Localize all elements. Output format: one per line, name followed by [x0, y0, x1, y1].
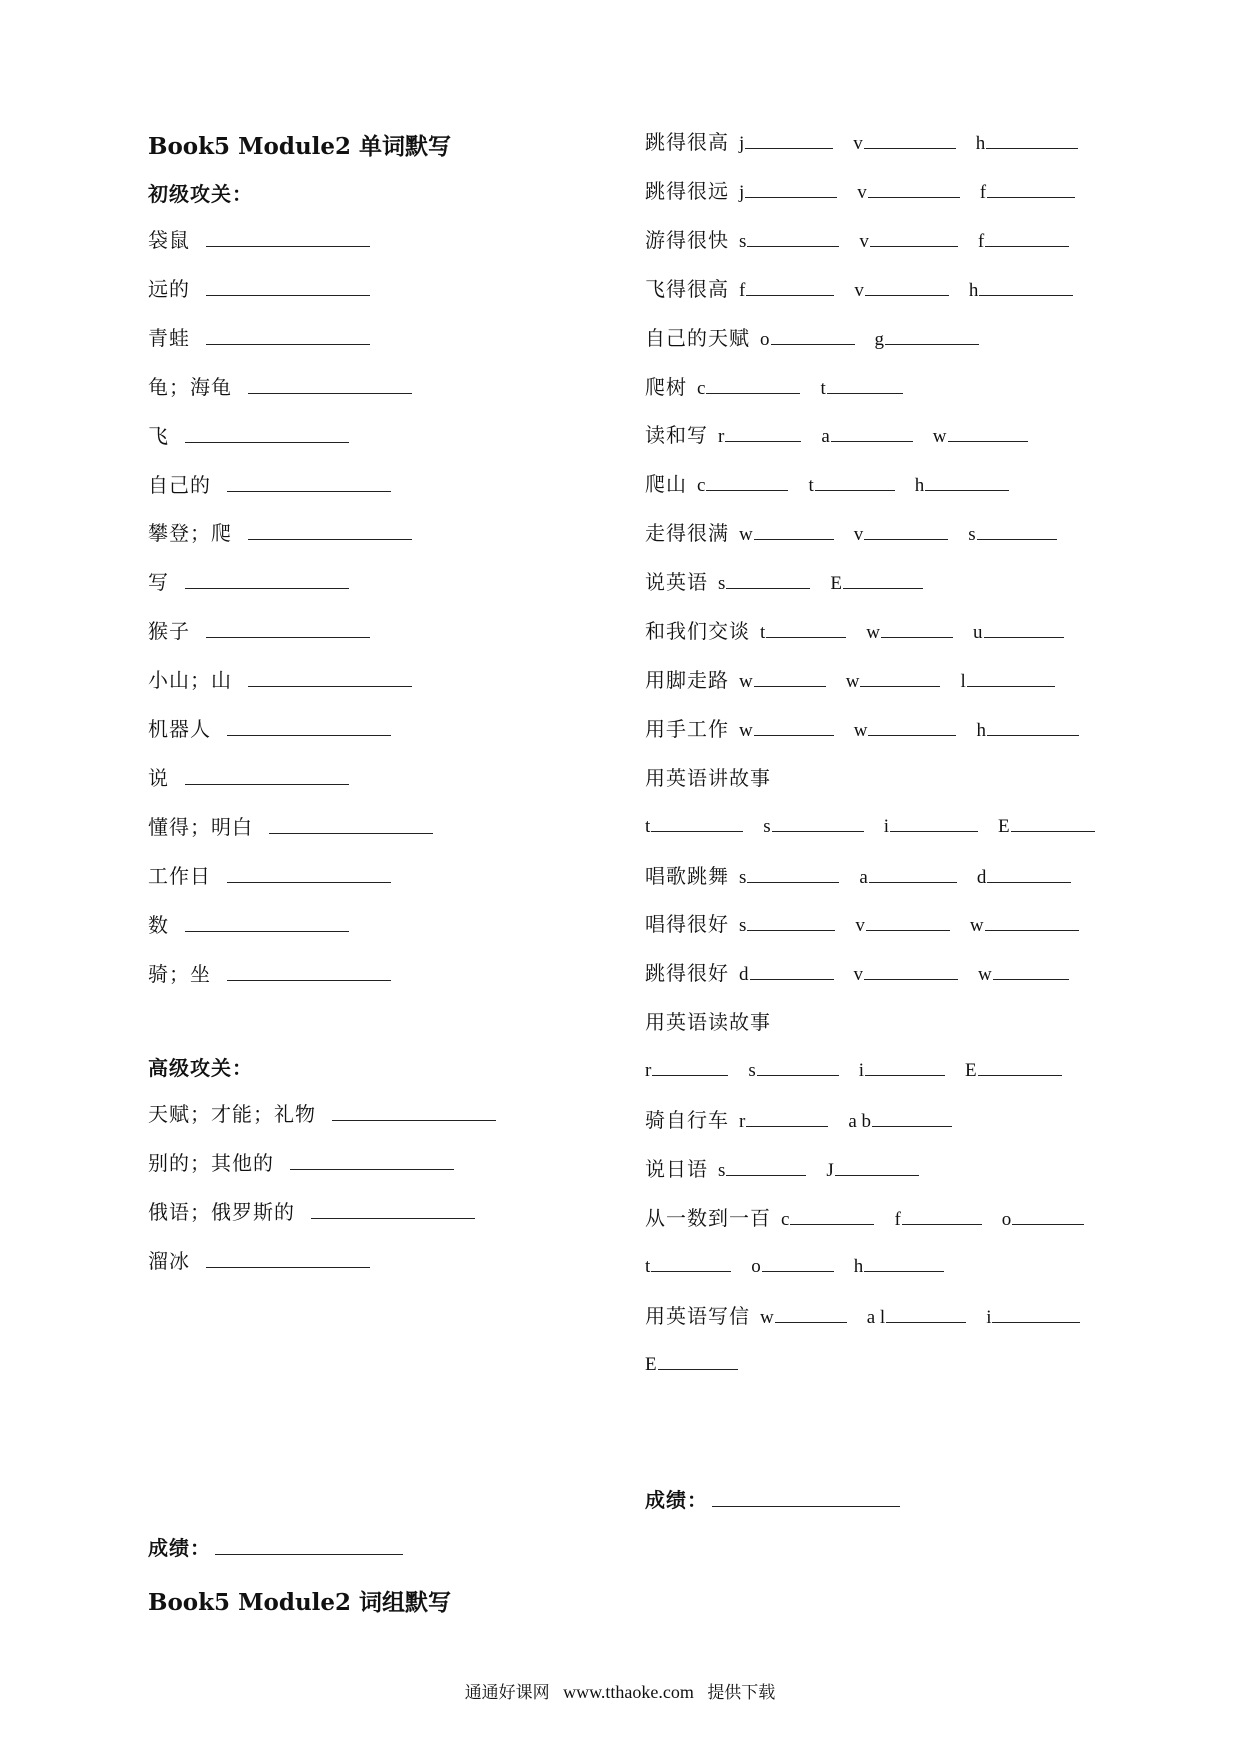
answer-blank[interactable]	[864, 1253, 944, 1272]
answer-blank[interactable]	[868, 717, 956, 736]
phrase-chinese: 游得很快	[645, 227, 729, 252]
phrase-chinese: 自己的天赋	[645, 325, 750, 350]
vocab-row	[148, 226, 380, 254]
initial-letter-hint: a	[821, 426, 830, 448]
footer-url[interactable]: www.tthaoke.com	[563, 1682, 694, 1702]
answer-blank[interactable]	[747, 864, 839, 883]
answer-blank[interactable]	[747, 228, 839, 247]
initial-letter-hint: E	[997, 815, 1010, 837]
answer-blank[interactable]	[332, 1102, 496, 1121]
phrase-row	[645, 421, 1038, 451]
word-dictation-title	[148, 128, 451, 161]
answer-blank[interactable]	[843, 570, 923, 589]
vocab-row	[148, 1100, 506, 1128]
answer-blank[interactable]	[992, 1304, 1080, 1323]
vocab-row	[148, 324, 380, 352]
vocab-chinese: 数	[148, 912, 169, 937]
answer-blank[interactable]	[248, 375, 412, 394]
initial-letter-hint: i	[986, 1306, 992, 1328]
phrase-row	[645, 177, 1085, 207]
phrase-chinese: 跳得很远	[645, 178, 729, 203]
initial-letter-hint: h	[975, 133, 986, 154]
initial-letter-hint: s	[748, 1060, 756, 1082]
phrase-chinese: 用英语写信	[645, 1303, 750, 1328]
initial-letter-hint: w	[845, 670, 860, 692]
answer-blank[interactable]	[745, 130, 833, 149]
initial-letter-hint: t	[760, 622, 766, 643]
phrase-score-row	[645, 1486, 910, 1514]
answer-blank[interactable]	[746, 277, 834, 296]
answer-blank[interactable]	[706, 375, 800, 394]
initial-letter-hint: c	[781, 1208, 790, 1230]
initial-letter-hint: o	[760, 328, 770, 350]
answer-blank[interactable]	[652, 1057, 728, 1076]
answer-blank[interactable]	[864, 521, 948, 540]
answer-blank[interactable]	[651, 1253, 731, 1272]
initial-letter-hint: a b	[848, 1111, 872, 1132]
answer-blank[interactable]	[948, 423, 1028, 442]
vocab-chinese: 攀登；爬	[148, 521, 232, 546]
phrase-chinese: 跳得很好	[645, 961, 729, 986]
vocab-row	[148, 471, 401, 499]
initial-letter-hint: i	[858, 1060, 865, 1082]
initial-letter-hint: c	[697, 475, 706, 497]
phrase-row	[645, 617, 1074, 647]
initial-letter-hint: w	[739, 719, 753, 741]
vocab-row	[148, 813, 443, 841]
answer-blank[interactable]	[762, 1253, 834, 1272]
initial-letter-hint: h	[968, 279, 979, 301]
initial-letter-hint: s	[718, 573, 726, 595]
answer-blank[interactable]	[658, 1351, 738, 1370]
vocab-chinese: 天赋；才能；礼物	[148, 1102, 316, 1126]
initial-letter-hint: d	[739, 964, 749, 986]
initial-letter-hint: g	[874, 328, 884, 350]
initial-letter-hint: w	[739, 670, 753, 692]
vocab-chinese: 写	[148, 570, 169, 595]
answer-blank[interactable]	[831, 423, 913, 442]
initial-letter-hint: j	[739, 133, 745, 154]
vocab-chinese: 飞	[148, 423, 169, 448]
vocab-row	[148, 568, 359, 596]
answer-blank[interactable]	[865, 1057, 945, 1076]
vocab-chinese: 袋鼠	[148, 228, 190, 252]
answer-blank[interactable]	[866, 912, 950, 931]
vocab-row	[148, 911, 359, 939]
initial-letter-hint: j	[739, 181, 745, 203]
answer-blank[interactable]	[864, 130, 956, 149]
answer-blank[interactable]	[745, 179, 837, 198]
answer-blank[interactable]	[865, 277, 949, 296]
initial-letter-hint: c	[697, 377, 706, 399]
advanced-level-heading	[148, 1052, 253, 1081]
phrase-chinese: 唱歌跳舞	[645, 863, 729, 888]
answer-blank[interactable]	[726, 570, 810, 589]
answer-blank[interactable]	[835, 1157, 919, 1176]
answer-blank[interactable]	[872, 1108, 952, 1127]
phrase-row	[645, 666, 1065, 696]
initial-letter-hint: f	[977, 230, 985, 252]
vocab-row	[148, 862, 401, 890]
phrase-chinese: 走得很满	[645, 521, 729, 546]
initial-letter-hint: w	[866, 622, 881, 643]
phrase-row	[645, 1106, 962, 1136]
answer-blank[interactable]	[881, 619, 953, 638]
initial-letter-hint: E	[645, 1353, 657, 1375]
answer-blank[interactable]	[987, 864, 1071, 883]
initial-letter-hint: a	[859, 866, 868, 888]
answer-blank[interactable]	[227, 962, 391, 981]
answer-blank[interactable]	[206, 619, 370, 638]
phrase-chinese: 读和写	[645, 423, 708, 448]
phrase-row	[645, 764, 771, 792]
phrase-row	[645, 1155, 929, 1185]
phrase-row	[645, 1204, 1094, 1234]
answer-blank[interactable]	[754, 521, 834, 540]
phrase-chinese: 唱得很好	[645, 912, 729, 937]
initial-letter-hint: v	[854, 279, 864, 301]
initial-letter-hint: h	[976, 719, 986, 741]
footer-download-text: 提供下载	[707, 1683, 776, 1703]
answer-blank[interactable]	[977, 521, 1057, 540]
answer-blank[interactable]	[1011, 813, 1095, 832]
answer-blank[interactable]	[885, 326, 979, 345]
answer-blank[interactable]	[987, 717, 1079, 736]
phrase-chinese: 说日语	[645, 1156, 708, 1181]
vocab-chinese: 溜冰	[148, 1248, 190, 1273]
answer-blank[interactable]	[311, 1200, 475, 1219]
initial-letter-hint: i	[883, 815, 889, 837]
answer-blank[interactable]	[248, 668, 412, 687]
phrase-score-blank[interactable]	[712, 1488, 900, 1507]
initial-letter-hint: r	[739, 1111, 746, 1132]
initial-letter-hint: f	[739, 279, 746, 301]
phrase-chinese: 跳得很高	[645, 130, 729, 154]
vocab-row	[148, 617, 380, 645]
answer-blank[interactable]	[925, 472, 1009, 491]
initial-letter-hint: h	[914, 475, 925, 497]
initial-letter-hint: w	[978, 964, 992, 986]
vocab-row	[148, 715, 401, 743]
answer-blank[interactable]	[870, 228, 958, 247]
answer-blank[interactable]	[766, 619, 846, 638]
answer-blank[interactable]	[269, 815, 433, 834]
vocab-chinese: 俄语；俄罗斯的	[148, 1199, 295, 1224]
phrase-row	[645, 715, 1089, 745]
vocab-row	[148, 422, 359, 450]
initial-letter-hint: f	[894, 1208, 901, 1230]
phrase-row	[645, 959, 1079, 989]
vocab-row	[148, 1149, 464, 1177]
initial-letter-hint: s	[739, 915, 747, 937]
answer-blank[interactable]	[747, 912, 835, 931]
initial-letter-hint: s	[739, 866, 747, 888]
answer-blank[interactable]	[706, 472, 788, 491]
answer-blank[interactable]	[206, 228, 370, 247]
phrase-chinese: 和我们交谈	[645, 619, 750, 643]
initial-letter-hint: v	[857, 181, 867, 203]
initial-letter-hint: t	[820, 377, 826, 399]
answer-blank[interactable]	[206, 326, 370, 345]
initial-letter-hint: w	[853, 719, 868, 741]
phrase-chinese: 用手工作	[645, 716, 729, 741]
answer-blank[interactable]	[227, 864, 391, 883]
initial-letter-hint: u	[973, 622, 983, 643]
vocab-chinese: 机器人	[148, 717, 211, 741]
answer-blank[interactable]	[227, 473, 391, 492]
vocab-row	[148, 1198, 485, 1226]
vocab-row	[148, 275, 380, 303]
phrase-row	[645, 226, 1079, 256]
vocab-chinese: 青蛙	[148, 325, 190, 350]
phrase-chinese: 用英语读故事	[645, 1010, 771, 1035]
phrase-row	[645, 1302, 1090, 1332]
answer-blank[interactable]	[185, 766, 349, 785]
initial-letter-hint: w	[760, 1306, 774, 1328]
phrase-row	[645, 568, 933, 598]
phrase-row	[645, 862, 1081, 892]
answer-blank[interactable]	[864, 961, 958, 980]
vocab-chinese: 猴子	[148, 619, 190, 644]
initial-letter-hint: w	[739, 524, 753, 546]
answer-blank[interactable]	[827, 375, 903, 394]
answer-blank[interactable]	[726, 1157, 806, 1176]
initial-letter-hint: t	[645, 1255, 651, 1277]
answer-blank[interactable]	[815, 472, 895, 491]
initial-letter-hint: w	[969, 915, 984, 937]
initial-letter-hint: h	[853, 1255, 864, 1277]
word-score-row	[148, 1534, 413, 1562]
initial-letter-hint: J	[826, 1159, 834, 1181]
initial-letter-hint: v	[859, 230, 869, 252]
phrase-row	[645, 128, 1088, 158]
phrase-row	[645, 1008, 771, 1036]
initial-letter-hint: s	[718, 1159, 726, 1181]
initial-letter-hint: v	[853, 524, 864, 546]
answer-blank[interactable]	[185, 913, 349, 932]
answer-blank[interactable]	[754, 668, 826, 687]
answer-blank[interactable]	[985, 228, 1069, 247]
answer-blank[interactable]	[979, 277, 1073, 296]
answer-blank[interactable]	[987, 179, 1075, 198]
advanced-level-heading-text: 高级攻关：	[148, 1056, 253, 1080]
phrase-row	[645, 1351, 748, 1379]
initial-letter-hint: v	[855, 915, 865, 937]
answer-blank[interactable]	[754, 717, 834, 736]
answer-blank[interactable]	[869, 864, 957, 883]
initial-letter-hint: t	[808, 475, 814, 497]
answer-blank[interactable]	[651, 813, 743, 832]
answer-blank[interactable]	[993, 961, 1069, 980]
initial-letter-hint: E	[965, 1060, 977, 1082]
answer-blank[interactable]	[248, 521, 412, 540]
initial-letter-hint: d	[976, 866, 987, 888]
vocab-row	[148, 666, 422, 694]
initial-letter-hint: a l	[866, 1306, 886, 1328]
phrase-chinese: 爬树	[645, 374, 687, 399]
initial-letter-hint: w	[932, 426, 947, 448]
phrase-row	[645, 324, 989, 354]
word-score-label: 成绩：	[148, 1536, 211, 1560]
answer-blank[interactable]	[750, 961, 834, 980]
phrase-row	[645, 813, 1105, 841]
phrase-row	[645, 1253, 954, 1281]
footer	[0, 1678, 1240, 1703]
initial-letter-hint: r	[718, 426, 725, 448]
answer-blank[interactable]	[772, 813, 864, 832]
phrase-chinese: 飞得很高	[645, 276, 729, 301]
word-score-blank[interactable]	[215, 1536, 403, 1555]
vocab-chinese: 懂得；明白	[148, 814, 253, 839]
answer-blank[interactable]	[290, 1151, 454, 1170]
answer-blank[interactable]	[725, 423, 801, 442]
initial-letter-hint: v	[853, 964, 863, 986]
vocab-chinese: 别的；其他的	[148, 1150, 274, 1175]
phrase-row	[645, 519, 1067, 549]
initial-letter-hint: s	[763, 815, 771, 837]
phrase-row	[645, 470, 1019, 500]
initial-letter-hint: o	[1001, 1208, 1012, 1230]
answer-blank[interactable]	[227, 717, 391, 736]
answer-blank[interactable]	[206, 277, 370, 296]
vocab-row	[148, 764, 359, 792]
answer-blank[interactable]	[790, 1206, 874, 1225]
phrase-row	[645, 1057, 1072, 1085]
phrase-chinese: 从一数到一百	[645, 1205, 771, 1230]
initial-letter-hint: l	[960, 670, 966, 692]
answer-blank[interactable]	[185, 424, 349, 443]
vocab-chinese: 工作日	[148, 863, 211, 888]
answer-blank[interactable]	[868, 179, 960, 198]
phrase-chinese: 爬山	[645, 472, 687, 497]
word-dictation-title-text: Book5 Module2 单词默写	[148, 133, 452, 160]
initial-letter-hint: t	[645, 815, 651, 837]
vocab-chinese: 说	[148, 765, 169, 790]
answer-blank[interactable]	[902, 1206, 982, 1225]
answer-blank[interactable]	[985, 912, 1079, 931]
answer-blank[interactable]	[978, 1057, 1062, 1076]
vocab-chinese: 骑；坐	[148, 961, 211, 986]
answer-blank[interactable]	[185, 570, 349, 589]
initial-letter-hint: E	[830, 573, 843, 595]
answer-blank[interactable]	[746, 1108, 828, 1127]
phrase-chinese: 用英语讲故事	[645, 765, 771, 790]
answer-blank[interactable]	[206, 1249, 370, 1268]
initial-letter-hint: s	[739, 230, 747, 252]
answer-blank[interactable]	[967, 668, 1055, 687]
vocab-row	[148, 960, 401, 988]
answer-blank[interactable]	[886, 1304, 966, 1323]
initial-letter-hint: f	[979, 181, 987, 203]
phrase-chinese: 说英语	[645, 570, 708, 595]
phrase-dictation-title-text: Book5 Module2 词组默写	[148, 1589, 452, 1616]
phrase-chinese: 骑自行车	[645, 1108, 729, 1132]
answer-blank[interactable]	[1012, 1206, 1084, 1225]
answer-blank[interactable]	[890, 813, 978, 832]
answer-blank[interactable]	[984, 619, 1064, 638]
vocab-chinese: 远的	[148, 276, 190, 301]
vocab-row	[148, 373, 422, 401]
vocab-row	[148, 1247, 380, 1275]
answer-blank[interactable]	[757, 1057, 839, 1076]
basic-level-heading-text: 初级攻关：	[148, 182, 253, 206]
footer-site-name: 通通好课网	[464, 1683, 550, 1703]
phrase-row	[645, 910, 1089, 940]
initial-letter-hint: o	[751, 1255, 761, 1277]
answer-blank[interactable]	[775, 1304, 847, 1323]
vocab-chinese: 龟；海龟	[148, 374, 232, 399]
initial-letter-hint: r	[645, 1060, 652, 1082]
vocab-chinese: 小山；山	[148, 668, 232, 693]
answer-blank[interactable]	[860, 668, 940, 687]
answer-blank[interactable]	[986, 130, 1078, 149]
initial-letter-hint: s	[968, 524, 976, 546]
phrase-dictation-title	[148, 1584, 451, 1617]
phrase-score-label: 成绩：	[645, 1488, 708, 1512]
basic-level-heading	[148, 178, 253, 207]
phrase-chinese: 用脚走路	[645, 667, 729, 692]
phrase-row	[645, 373, 913, 403]
phrase-row	[645, 275, 1083, 305]
initial-letter-hint: v	[853, 133, 863, 154]
answer-blank[interactable]	[771, 326, 855, 345]
vocab-row	[148, 519, 422, 547]
vocab-chinese: 自己的	[148, 472, 211, 497]
